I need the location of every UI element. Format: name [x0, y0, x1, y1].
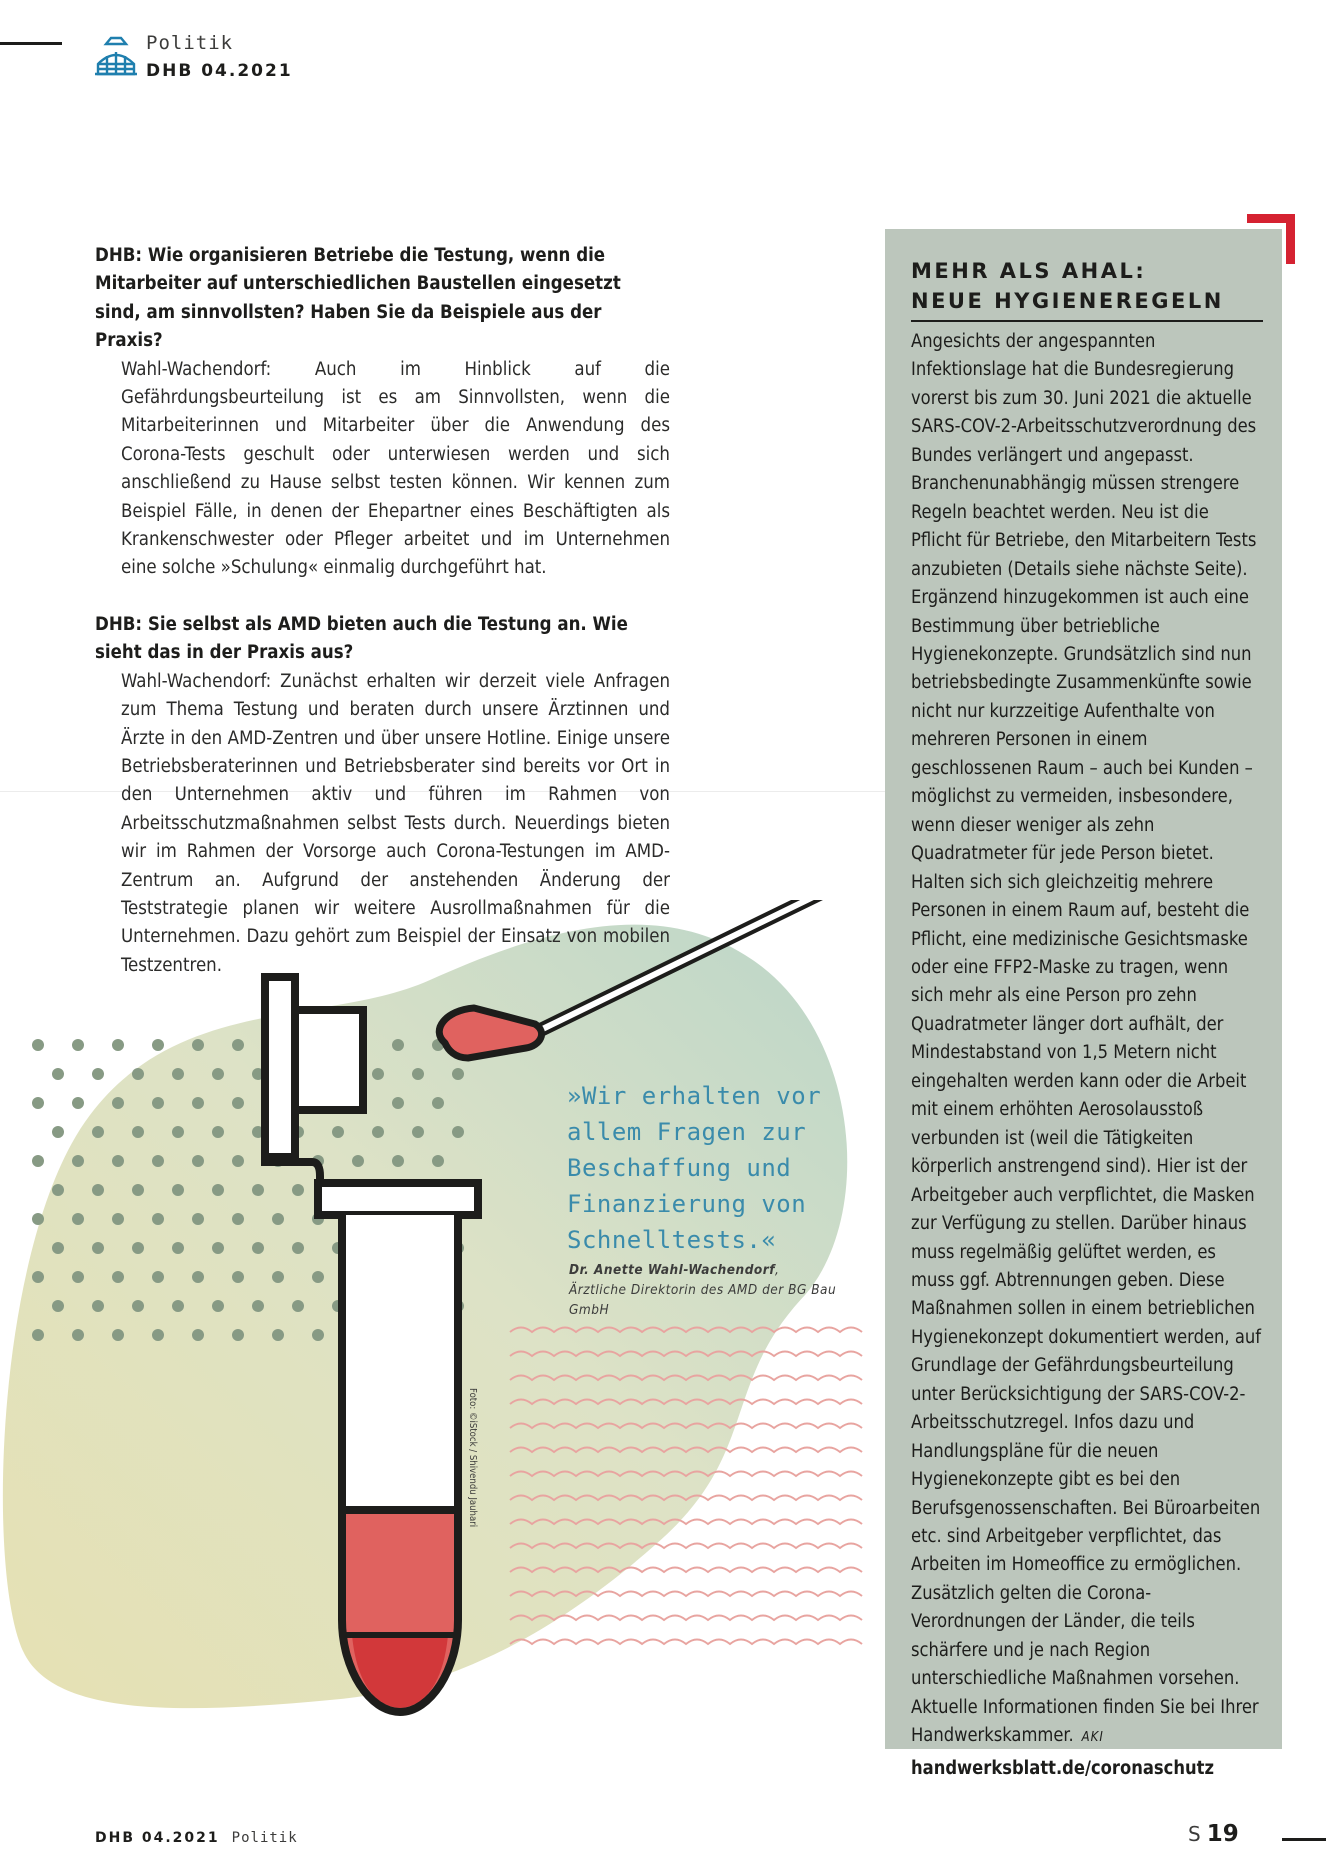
decor-dot [32, 1097, 44, 1109]
decor-dot [272, 1271, 284, 1283]
decor-wave [510, 1616, 862, 1621]
decor-dot [152, 1097, 164, 1109]
decor-dot [72, 1329, 84, 1341]
decor-dot [192, 1329, 204, 1341]
decor-dot [432, 1155, 444, 1167]
decor-dot [252, 1184, 264, 1196]
decor-dot [132, 1068, 144, 1080]
decor-dot [72, 1271, 84, 1283]
decor-dot [412, 1068, 424, 1080]
decor-dot [92, 1126, 104, 1138]
decor-dot [92, 1184, 104, 1196]
decor-dot [112, 1271, 124, 1283]
footer-rule [1282, 1838, 1326, 1841]
decor-dot [52, 1068, 64, 1080]
footer-left [95, 1830, 298, 1846]
decor-dot [92, 1300, 104, 1312]
decor-dot [232, 1271, 244, 1283]
decor-dot [112, 1329, 124, 1341]
decor-dot [392, 1039, 404, 1051]
decor-dot [192, 1039, 204, 1051]
decor-dot [192, 1155, 204, 1167]
pull-quote-credit [569, 1260, 839, 1320]
red-corner-mark-side [1286, 214, 1295, 264]
decor-dot [212, 1184, 224, 1196]
interview-column [95, 242, 670, 980]
decor-dot [152, 1039, 164, 1051]
decor-dot [152, 1213, 164, 1225]
decor-dot [232, 1329, 244, 1341]
header-section: Politik [146, 32, 234, 54]
decor-dot [172, 1126, 184, 1138]
decor-dot [212, 1300, 224, 1312]
decor-dot [172, 1300, 184, 1312]
footer-issue: DHB 04.2021 [95, 1830, 220, 1846]
decor-dot [152, 1329, 164, 1341]
decor-dot [32, 1271, 44, 1283]
decor-dot [392, 1097, 404, 1109]
decor-dot [172, 1184, 184, 1196]
info-box-body [911, 328, 1263, 1783]
decor-dot [172, 1068, 184, 1080]
author-signature: AKI [1081, 1730, 1104, 1746]
info-box-title [911, 256, 1271, 316]
decor-dot [32, 1155, 44, 1167]
decor-dot [252, 1300, 264, 1312]
decor-dot [212, 1068, 224, 1080]
info-box-title-line1: MEHR ALS AHAL: [911, 259, 1147, 283]
decor-dot [112, 1097, 124, 1109]
decor-dot [452, 1126, 464, 1138]
decor-dot [292, 1242, 304, 1254]
question-1: DHB: Wie organisieren Betriebe die Testung, wenn die Mitarbeiter auf unterschiedlichen Baustellen eingesetzt sind, am sinnvollsten? Haben Sie da Beispiele aus der Praxis? [95, 245, 621, 352]
decor-dot [72, 1155, 84, 1167]
decor-dot [392, 1155, 404, 1167]
decor-dot [52, 1242, 64, 1254]
decor-dot [252, 1242, 264, 1254]
decor-dot [292, 1184, 304, 1196]
footer-section: Politik [231, 1830, 298, 1846]
decor-dot [232, 1213, 244, 1225]
decor-dot [152, 1155, 164, 1167]
decor-dot [152, 1271, 164, 1283]
header-issue: DHB 04.2021 [146, 61, 293, 81]
decor-dot [132, 1300, 144, 1312]
decor-dot [32, 1039, 44, 1051]
decor-dot [132, 1184, 144, 1196]
parliament-dome-icon [94, 34, 138, 78]
decor-dot [452, 1068, 464, 1080]
decor-dot [272, 1213, 284, 1225]
decor-dot [112, 1039, 124, 1051]
decor-dot [332, 1126, 344, 1138]
decor-dot [232, 1155, 244, 1167]
decor-dot [132, 1126, 144, 1138]
info-box-title-line2: NEUE HYGIENEREGELN [911, 289, 1224, 313]
quote-author: Dr. Anette Wahl-Wachendorf [569, 1262, 776, 1278]
decor-dot [372, 1126, 384, 1138]
info-box-paragraph: Angesichts der angespannten Infektionslage hat die Bundesregierung vorerst bis zum 30. Juni 2021 die aktuelle SARS-COV-2-Arbeitsschutzverordnung des Bundes verlängert und angepasst. Branchenunabhängig müssen strengere Regeln beachtet werden. Neu ist die Pflicht für Betriebe, den Mitarbeitern Tests anzubieten (Details siehe nächste Seite). Ergänzend hinzugekommen ist auch eine Bestimmung über betriebliche Hygienekonzepte. Grundsätzlich sind nun betriebsbedingte Zusammenkünfte sowie nicht nur kurzzeitige Aufenthalte von mehreren Personen in einem geschlossenen Raum – auch bei Kunden – möglichst zu vermeiden, insbesondere, wenn dieser weniger als zehn Quadratmeter für jede Person bietet. Halten sich sich gleichzeitig mehrere Personen in einem Raum auf, besteht die Pflicht, eine medizinische Gesichtsmaske oder eine FFP2-Maske zu tragen, wenn sich mehr als eine Person pro zehn Quadratmeter länger dort aufhält, der Mindestabstand von 1,5 Metern nicht eingehalten werden kann oder die Arbeit mit einem erhöhten Aerosolausstoß verbunden ist (weil die Tätigkeiten körperlich anstrengend sind). Hier ist der Arbeitgeber auch verpflichtet, die Masken zur Verfügung zu stellen. Darüber hinaus muss regelmäßig gelüftet werden, es muss ggf. Abtrennungen geben. Diese Maßnahmen sollen in einem betrieblichen Hygienekonzept dokumentiert werden, auf Grundlage der Gefährdungsbeurteilung unter Berücksichtigung der SARS-COV-2-Arbeitsschutzregel. Infos dazu und Handlungspläne für die neuen Hygienekonzepte gibt es bei den Berufsgenossenschaften. Bei Büroarbeiten etc. sind Arbeitgeber verpflichtet, das Arbeiten im Homeoffice zu ermöglichen. Zusätzlich gelten die Corona-Verordnungen der Länder, die teils schärfere und je nach Region unterschiedliche Maßnahmen vorsehen. Aktuelle Informationen finden Sie bei Ihrer Handwerkskammer. [911, 331, 1261, 1747]
answer-2: Wahl-Wachendorf: Zunächst erhalten wir derzeit viele Anfragen zum Thema Testung und beraten durch unsere Ärztinnen und Ärzte in den AMD-Zentren und über unsere Hotline. Einige unsere Betriebsberaterinnen und Betriebsberater sind bereits vor Ort in den Unternehmen aktiv und führen im Rahmen von Arbeitsschutzmaßnahmen selbst Tests durch. Neuerdings bieten wir im Rahmen der Vorsorge auch Corona-Testungen im AMD-Zentrum an. Aufgrund der anstehenden Änderung der Teststrategie planen wir weitere Ausrollmaßnahmen für die Unternehmen. Dazu gehört zum Beispiel der Einsatz von mobilen Testzentren. [121, 670, 670, 976]
decor-dot [112, 1155, 124, 1167]
decor-dot [232, 1039, 244, 1051]
photo-credit: Foto: ©iStock / Shivendu Jauhari [467, 1388, 478, 1528]
decor-dot [192, 1213, 204, 1225]
decor-dot [72, 1097, 84, 1109]
answer-1: Wahl-Wachendorf: Auch im Hinblick auf die Gefährdungsbeurteilung ist es am Sinnvollsten, wenn die Mitarbeiterinnen und Mitarbeiter über die Anwendung des Corona-Tests geschult oder unterwiesen werden und sich anschließend zu Hause selbst testen können. Wir kennen zum Beispiel Fälle, in denen der Ehepartner eines Beschäftigten als Krankenschwester oder Pfleger arbeitet und im Unternehmen eine solche »Schulung« einmalig durchgeführt hat. [121, 358, 670, 579]
decor-dot [192, 1097, 204, 1109]
page-number [1188, 1821, 1239, 1847]
decor-dot [192, 1271, 204, 1283]
page-number-value: 19 [1206, 1821, 1239, 1847]
decor-dot [112, 1213, 124, 1225]
decor-dot [412, 1126, 424, 1138]
decor-dot [312, 1329, 324, 1341]
decor-dot [432, 1097, 444, 1109]
decor-dot [212, 1242, 224, 1254]
info-box-text [911, 328, 1263, 1753]
decor-dot [52, 1184, 64, 1196]
decor-dot [32, 1213, 44, 1225]
pull-quote: »Wir erhalten vor allem Fragen zur Beschaffung und Finanzierung von Schnelltests.« [567, 1082, 822, 1254]
decor-dot [172, 1242, 184, 1254]
decor-dot [232, 1097, 244, 1109]
decor-wave [510, 1640, 862, 1645]
decor-dot [52, 1300, 64, 1312]
quote-role: , Ärztliche Direktorin des AMD der BG Bau GmbH [569, 1262, 837, 1318]
header-rule [0, 42, 62, 45]
decor-dot [212, 1126, 224, 1138]
decor-dot [52, 1126, 64, 1138]
page-prefix: S [1188, 1822, 1201, 1846]
decor-dot [92, 1242, 104, 1254]
info-box-rule [911, 320, 1263, 322]
question-2: DHB: Sie selbst als AMD bieten auch die Testung an. Wie sieht das in der Praxis aus? [95, 613, 628, 664]
decor-dot [72, 1213, 84, 1225]
decor-dot [372, 1068, 384, 1080]
decor-dot [72, 1039, 84, 1051]
decor-dot [32, 1329, 44, 1341]
decor-dot [272, 1329, 284, 1341]
info-link[interactable]: handwerksblatt.de/coronaschutz [911, 1757, 1215, 1779]
decor-dot [352, 1155, 364, 1167]
decor-dot [92, 1068, 104, 1080]
decor-dot [312, 1271, 324, 1283]
decor-dot [292, 1300, 304, 1312]
decor-dot [132, 1242, 144, 1254]
